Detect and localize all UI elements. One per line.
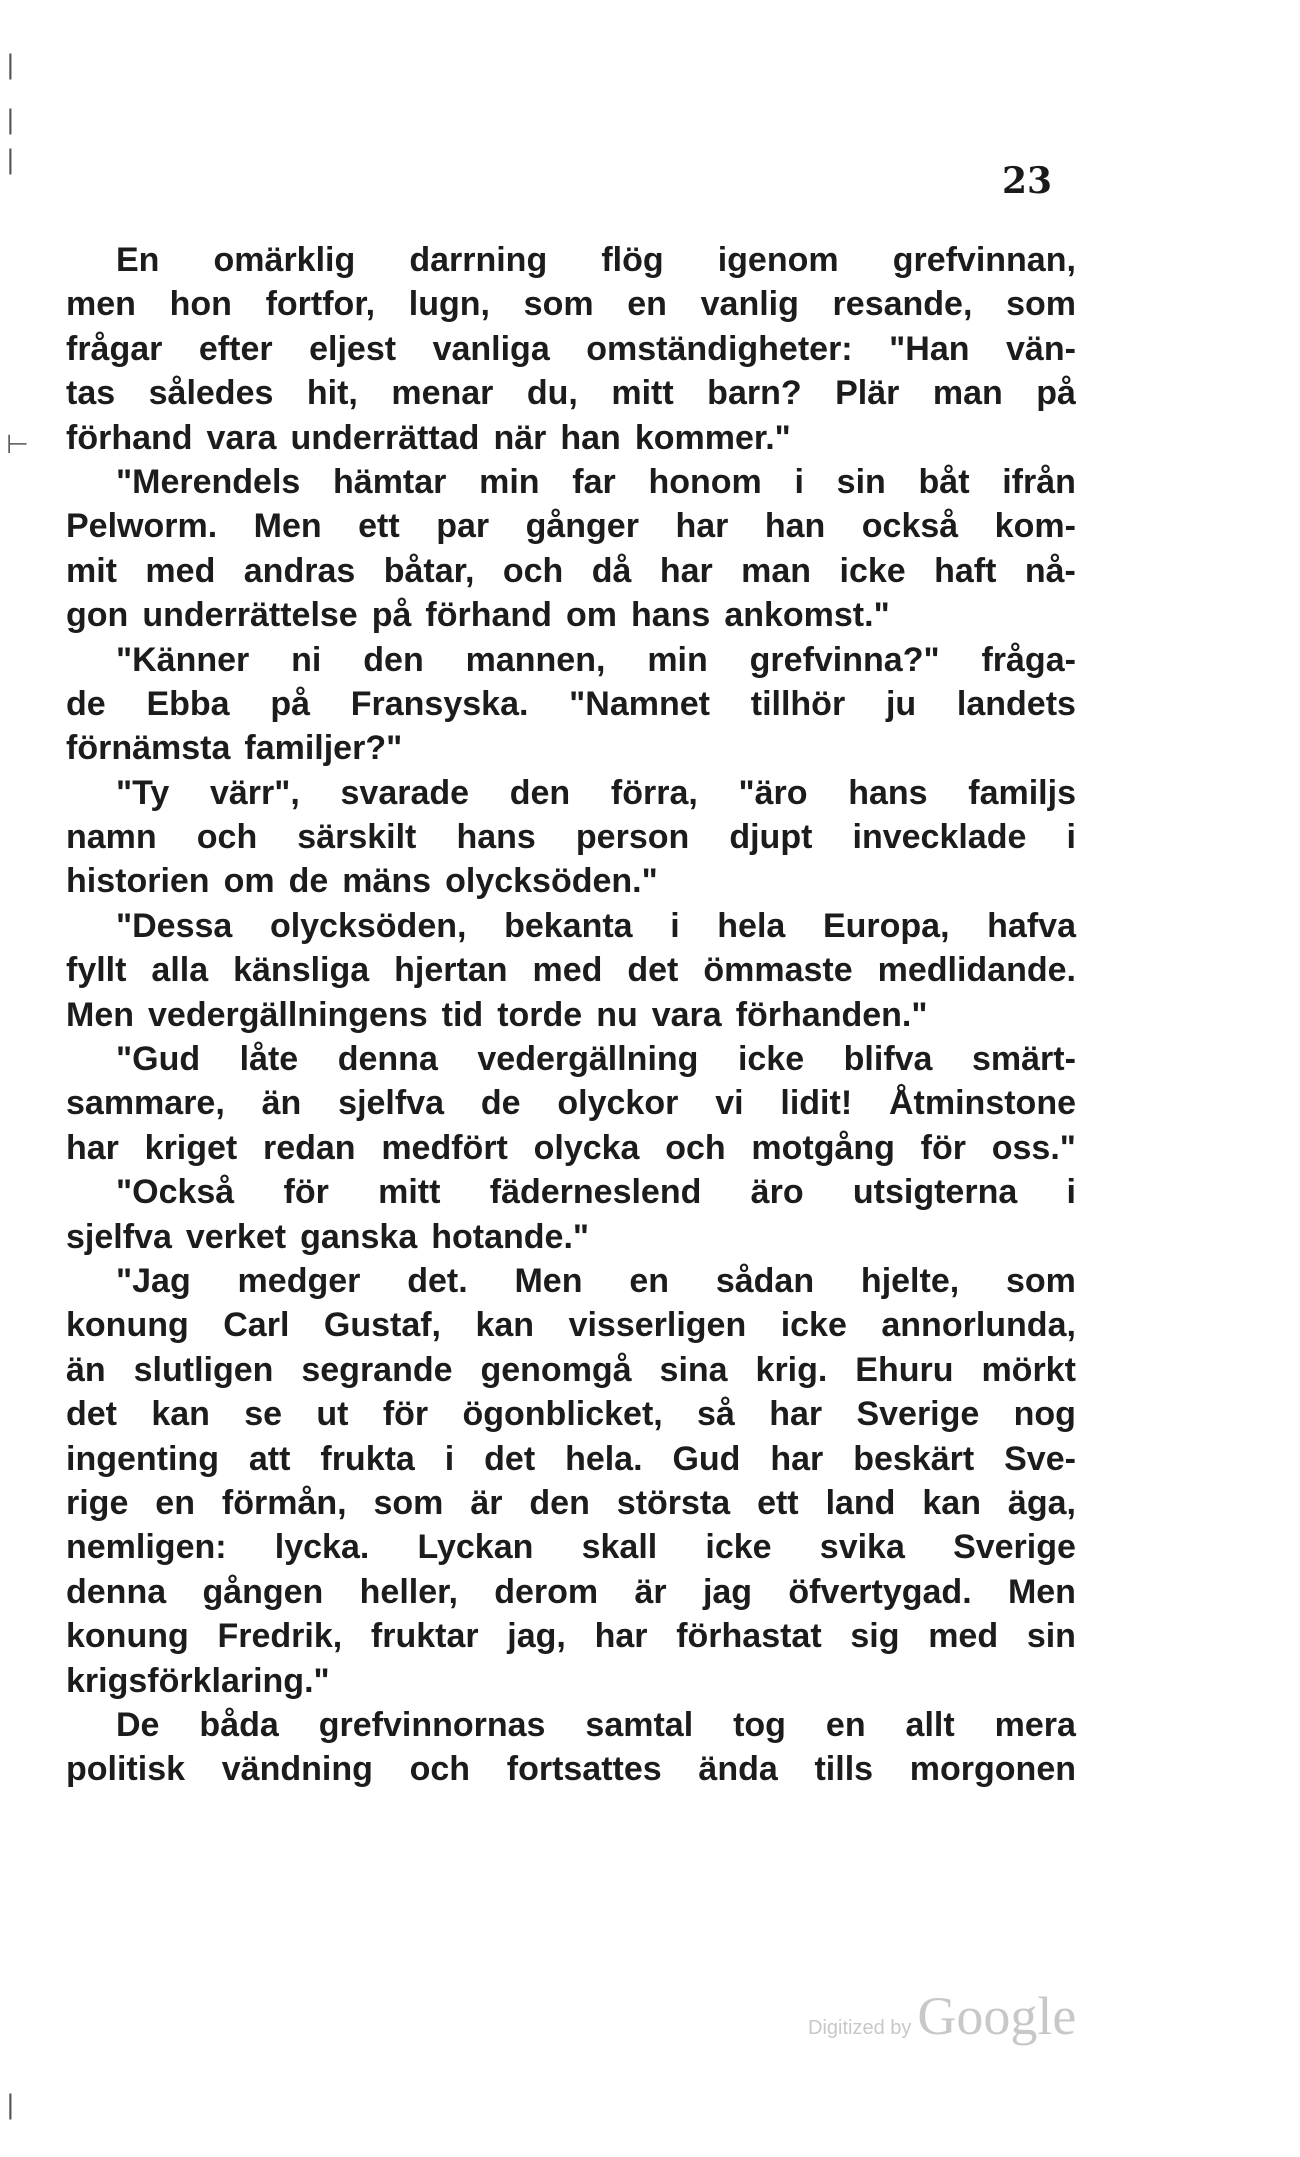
margin-tick-mark: | — [6, 2090, 15, 2120]
text-line: "Ty värr", svarade den förra, "äro hans familjs — [116, 773, 1076, 812]
text-line: Pelworm. Men ett par gånger har han också kom- — [66, 507, 1076, 546]
text-line: De båda grefvinnornas samtal tog en allt mera — [116, 1705, 1076, 1744]
text-line: rige en förmån, som är den största ett land kan äga, — [66, 1483, 1076, 1522]
text-line: har kriget redan medfört olycka och motgång för oss." — [66, 1128, 1076, 1167]
text-line: politisk vändning och fortsattes ända tills morgonen — [66, 1750, 1076, 1789]
text-line: "Också för mitt fäderneslend äro utsigterna i — [116, 1173, 1076, 1212]
margin-tick-mark: | — [6, 145, 15, 175]
text-line: förnämsta familjer?" — [66, 729, 403, 768]
text-line: "Merendels hämtar min far honom i sin båt ifrån — [116, 462, 1076, 501]
text-line: "Känner ni den mannen, min grefvinna?" fråga- — [116, 640, 1076, 679]
text-line: namn och särskilt hans person djupt invecklade i — [66, 818, 1076, 857]
margin-arrow-mark: ⊢ — [6, 430, 29, 460]
margin-tick-mark: | — [6, 50, 15, 80]
text-line: nemligen: lycka. Lyckan skall icke svika Sverige — [66, 1528, 1076, 1567]
text-line: tas således hit, menar du, mitt barn? Plär man på — [66, 374, 1076, 413]
margin-tick-mark: | — [6, 105, 15, 135]
page-number: 23 — [1002, 160, 1053, 202]
text-line: "Gud låte denna vedergällning icke blifva smärt- — [116, 1040, 1076, 1079]
text-line: frågar efter eljest vanliga omständigheter: "Han vän- — [66, 329, 1076, 368]
text-line: fyllt alla känsliga hjertan med det ömmaste medlidande. — [66, 951, 1076, 990]
text-line: denna gången heller, derom är jag öfvertygad. Men — [66, 1572, 1076, 1611]
text-line: sjelfva verket ganska hotande." — [66, 1217, 590, 1256]
text-line: ingenting att frukta i det hela. Gud har beskärt Sve- — [66, 1439, 1076, 1478]
text-line: sammare, än sjelfva de olyckor vi lidit! Åtminstone — [66, 1084, 1076, 1123]
text-line: "Jag medger det. Men en sådan hjelte, som — [116, 1261, 1076, 1300]
text-line: men hon fortfor, lugn, som en vanlig resande, som — [66, 285, 1076, 324]
text-line: krigsförklaring." — [66, 1661, 330, 1700]
text-line: det kan se ut för ögonblicket, så har Sverige nog — [66, 1395, 1076, 1434]
text-line: gon underrättelse på förhand om hans ankomst." — [66, 596, 890, 635]
google-logo: Google — [917, 1986, 1077, 2046]
text-line: En omärklig darrning flög igenom grefvinnan, — [116, 241, 1076, 279]
text-line: historien om de mäns olycksöden." — [66, 862, 658, 901]
watermark-prefix: Digitized by — [808, 2017, 912, 2039]
text-line: konung Carl Gustaf, kan visserligen icke annorlunda, — [66, 1306, 1076, 1345]
body-text — [66, 238, 1076, 1792]
text-line: Men vedergällningens tid torde nu vara förhanden." — [66, 995, 928, 1034]
text-line: än slutligen segrande genomgå sina krig. Ehuru mörkt — [66, 1350, 1076, 1389]
text-line: "Dessa olycksöden, bekanta i hela Europa, hafva — [116, 906, 1076, 945]
text-line: konung Fredrik, fruktar jag, har förhastat sig med sin — [66, 1617, 1076, 1656]
text-line: förhand vara underrättad när han kommer." — [66, 418, 791, 457]
text-line: mit med andras båtar, och då har man icke haft nå- — [66, 551, 1076, 590]
text-line: de Ebba på Fransyska. "Namnet tillhör ju landets — [66, 684, 1076, 723]
digitized-watermark — [808, 1985, 1076, 2047]
